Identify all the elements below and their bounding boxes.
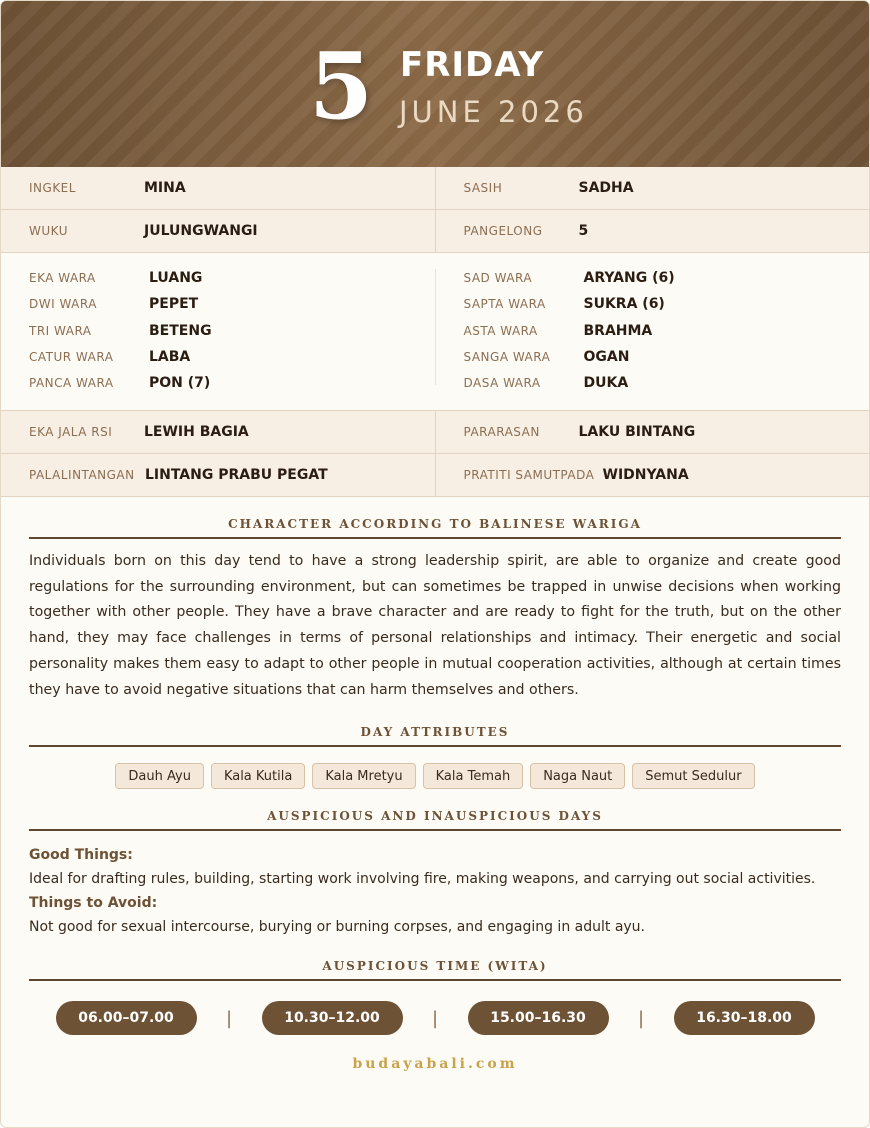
wara-item — [464, 344, 870, 370]
things-to-avoid-text: Not good for sexual intercourse, burying or burning corpses, and engaging in adult ayu. — [29, 919, 645, 936]
time-slots — [1, 1001, 869, 1035]
wara-column-right — [435, 269, 870, 392]
pararasan-cell — [435, 411, 870, 453]
wara-item — [29, 265, 435, 291]
wara-grid — [1, 253, 869, 411]
wuku-label: WUKU — [29, 224, 68, 238]
eka-jala-rsi-label: EKA JALA RSI — [29, 425, 113, 439]
month-year-label: JUNE 2026 — [399, 95, 588, 129]
wara-label: SANGA WARA — [463, 350, 551, 365]
attribute-badge: Kala Mretyu — [312, 763, 415, 789]
wara-label: ASTA WARA — [463, 323, 538, 338]
pratiti-samutpada-cell — [435, 454, 870, 496]
weekday-label: FRIDAY — [400, 45, 544, 85]
detail-row — [1, 411, 869, 454]
eka-jala-rsi-cell — [1, 411, 435, 453]
character-description: Individuals born on this day tend to have a strong leadership spirit, are able to organize and create good regulations for the surrounding environment, but can sometimes be trapped in unwise decisions when working together with other people. They have a brave character and are ready to fight for the truth, but on the other hand, they may face challenges in terms of personal relationships and intimacy. Their energetic and social personality makes them easy to adapt to other people in mutual cooperation activities, although at certain times they have to avoid negative situations that can harm themselves and others. — [29, 553, 841, 698]
attribute-badge: Semut Sedulur — [632, 763, 754, 789]
site-footer: budayabali.com — [352, 1056, 518, 1073]
wara-column-left — [1, 265, 435, 397]
wara-label: DWI WARA — [29, 297, 97, 312]
things-to-avoid-label: Things to Avoid: — [29, 895, 158, 912]
sasih-value: SADHA — [578, 180, 634, 196]
time-separator: | — [431, 1007, 439, 1029]
summary-row — [1, 167, 869, 210]
wara-value: OGAN — [583, 349, 630, 366]
detail-row — [1, 454, 869, 497]
date-header — [1, 1, 869, 167]
time-slot-pill: 16.30–18.00 — [674, 1001, 815, 1035]
wuku-cell — [1, 210, 435, 252]
wara-value: LABA — [149, 349, 191, 366]
pangelong-value: 5 — [578, 223, 589, 239]
pararasan-value: LAKU BINTANG — [578, 424, 696, 440]
attribute-badge: Kala Temah — [423, 763, 524, 789]
day-number: 5 — [309, 32, 374, 140]
attribute-badges — [1, 763, 869, 789]
palalintangan-value: LINTANG PRABU PEGAT — [145, 467, 328, 483]
wara-value: BETENG — [149, 322, 212, 339]
wara-label: EKA WARA — [29, 271, 96, 286]
wara-item — [29, 344, 435, 370]
attribute-badge: Kala Kutila — [211, 763, 305, 789]
days-section-title: AUSPICIOUS AND INAUSPICIOUS DAYS — [29, 789, 841, 831]
wara-label: PANCA WARA — [29, 376, 114, 391]
good-things-label: Good Things: — [29, 847, 133, 864]
wara-label: TRI WARA — [29, 323, 92, 338]
ingkel-cell — [1, 167, 435, 209]
sasih-cell — [435, 167, 870, 209]
wara-value: ARYANG (6) — [583, 270, 675, 287]
palalintangan-cell — [1, 454, 435, 496]
time-section-title: AUSPICIOUS TIME (WITA) — [29, 935, 841, 981]
time-slot-pill: 10.30–12.00 — [262, 1001, 403, 1035]
wara-value: SUKRA (6) — [583, 296, 665, 313]
wara-label: CATUR WARA — [29, 350, 114, 365]
wara-item — [464, 318, 870, 344]
summary-row — [1, 210, 869, 253]
time-separator: | — [225, 1007, 233, 1029]
attributes-section-title: DAY ATTRIBUTES — [29, 703, 841, 747]
pangelong-label: PANGELONG — [463, 224, 543, 238]
wara-item — [29, 370, 435, 396]
pangelong-cell — [435, 210, 870, 252]
wara-item — [464, 265, 870, 291]
pratiti-samutpada-label: PRATITI SAMUTPADA — [463, 468, 595, 482]
pararasan-label: PARARASAN — [463, 425, 540, 439]
good-things-text: Ideal for drafting rules, building, starting work involving fire, making weapons, and carrying out social activities. — [29, 871, 816, 888]
wara-value: PON (7) — [149, 375, 211, 392]
ingkel-value: MINA — [144, 180, 186, 196]
wara-label: SAD WARA — [463, 271, 533, 286]
time-slot-pill: 06.00–07.00 — [56, 1001, 197, 1035]
sasih-label: SASIH — [463, 181, 503, 195]
attribute-badge: Dauh Ayu — [115, 763, 204, 789]
wuku-value: JULUNGWANGI — [144, 223, 258, 239]
wara-item — [29, 291, 435, 317]
wara-label: SAPTA WARA — [463, 297, 546, 312]
wara-item — [29, 318, 435, 344]
time-separator: | — [637, 1007, 645, 1029]
eka-jala-rsi-value: LEWIH BAGIA — [144, 424, 249, 440]
ingkel-label: INGKEL — [29, 181, 76, 195]
palalintangan-label: PALALINTANGAN — [29, 468, 135, 482]
wara-label: DASA WARA — [463, 376, 541, 391]
wara-value: BRAHMA — [583, 322, 653, 339]
attribute-badge: Naga Naut — [530, 763, 625, 789]
wara-item — [464, 370, 870, 396]
wara-value: PEPET — [149, 296, 199, 313]
wara-value: DUKA — [583, 375, 629, 392]
pratiti-samutpada-value: WIDNYANA — [602, 467, 689, 483]
wara-value: LUANG — [149, 270, 203, 287]
wara-item — [464, 291, 870, 317]
character-section-title: CHARACTER ACCORDING TO BALINESE WARIGA — [29, 497, 841, 539]
time-slot-pill: 15.00–16.30 — [468, 1001, 609, 1035]
